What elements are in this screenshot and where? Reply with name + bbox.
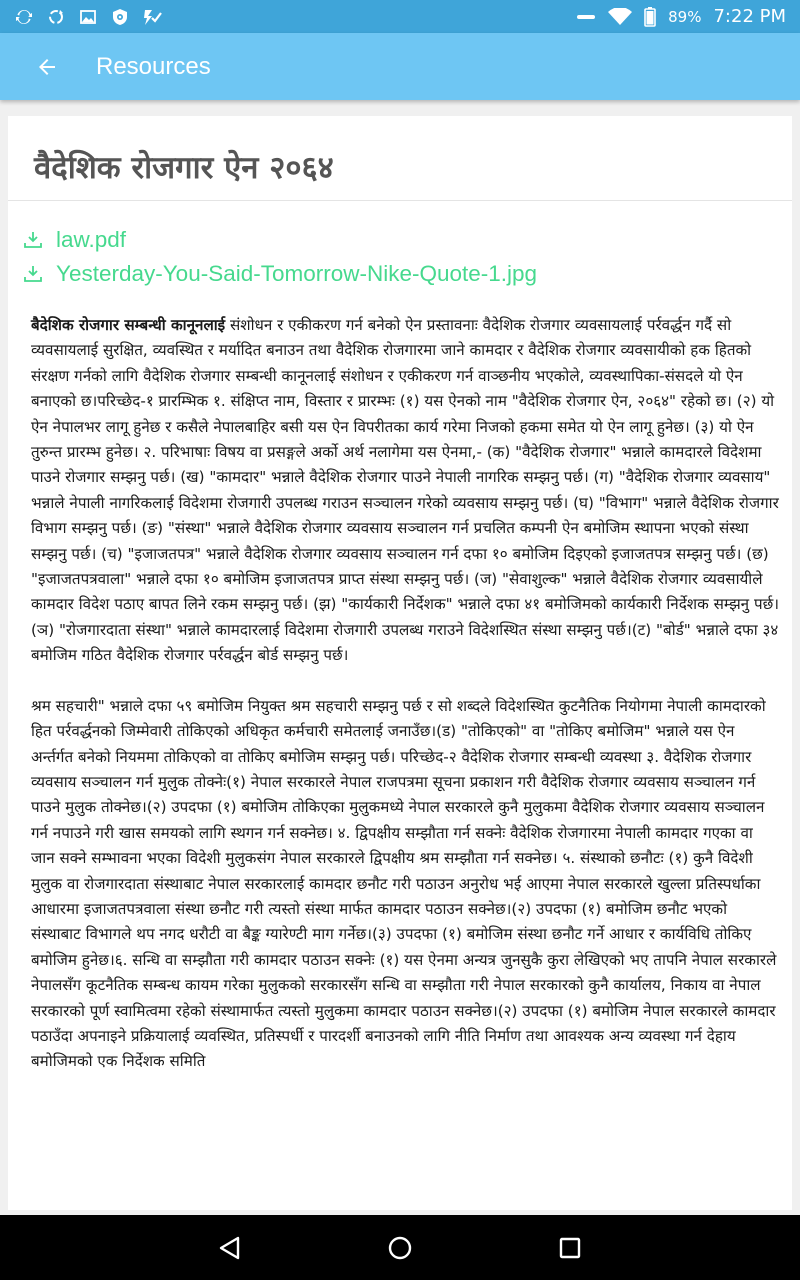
home-circle-icon[interactable] — [387, 1235, 413, 1261]
arrow-left-icon[interactable] — [35, 55, 59, 79]
battery-percent: 89% — [668, 7, 702, 26]
nav-back-button[interactable] — [145, 1215, 315, 1280]
nav-recents-button[interactable] — [485, 1215, 655, 1280]
vpn-icon — [110, 7, 130, 27]
sync-alt-icon — [46, 7, 66, 27]
body-paragraph — [31, 313, 780, 669]
body-paragraph: श्रम सहचारी" भन्नाले दफा ५९ बमोजिम नियुक्त श्रम सहचारी सम्झनु पर्छ र सो शब्दले विदेशस्थित कुटनैतिक नियोगमा नेपाली कामदारको हित पर्रवर्द्धनको जिम्मेवारी तोकिएको अधिकृत कर्मचारी समेतलाई जनाउँछ।(ड) "तोकिएको" वा "तोकिए बमोजिम" भन्नाले यस ऐन अर्न्तर्गत बनेको नियममा तोकिएको वा तोकिए बमोजिम सम्झनु पर्छ। परिच्छेद-२ वैदेशिक रोजगार सम्बन्धी व्यवस्था ३. वैदेशिक रोजगार व्यवसाय सञ्चालन गर्न मुलुक तोक्नेः(१) नेपाल सरकारले नेपाल राजपत्रमा सूचना प्रकाशन गरी वैदेशिक रोजगार व्यवसाय सञ्चालन गर्न पाउने मुलुक तोक्नेछ।(२) उपदफा (१) बमोजिम तोकिएका मुलुकमध्ये नेपाल सरकारले कुनै मुलुकमा वैदेशिक रोजगार व्यवसाय सञ्चालन गर्न नपाउने गरी खास समयको लागि स्थगन गर्न सक्नेछ। ४. द्विपक्षीय सम्झौता गर्न सक्नेः वैदेशिक रोजगारमा नेपाली कामदार गएका वा जान सक्ने सम्भावना भएका विदेशी मुलुकसंग नेपाल सरकारले द्विपक्षीय श्रम सम्झौता गर्न सक्नेछ। ५. संस्थाको छनौटः (१) कुनै विदेशी मुलुक वा रोजगारदाता संस्थाबाट नेपाल सरकारलाई कामदार छनौट गरी पठाउन अनुरोध भई आएमा नेपाल सरकारले खुल्ला प्रतिस्पर्धाका आधारमा इजाजतपत्रवाला संस्था छनौट गरी त्यस्तो संस्था मार्फत कामदार पठाउन सक्नेछ।(२) उपदफा (१) बमोजिम छनौट भएको संस्थाबाट विभागले थप नगद धरौटी वा बैङ्क ग्यारेण्टी माग गर्नेछ।(३) उपदफा (१) बमोजिम संस्था छनौट गर्ने आधार र कार्यविधि तोकिए बमोजिम हुनेछ।६. सन्धि वा सम्झौता गरी कामदार पठाउन सक्नेः (१) यस ऐनमा अन्यत्र जुनसुकै कुरा लेखिएको भए तापनि नेपाल सरकारले नेपालसँग कूटनैतिक सम्बन्ध कायम गरेका मुलुकको सरकारसँग सन्धि वा सम्झौता गरी नेपाल सरकारको कुनै कार्यालय, निकाय वा नेपाल सरकारको पूर्ण स्वामित्वमा रहेको संस्थामार्फत त्यस्तो मुलुकमा कामदार पठाउन सक्नेछ।(२) उपदफा (१) बमोजिम नेपाल सरकारले कामदार पठाउँदा अपनाइने प्रक्रियालाई व्यवस्थित, प्रतिस्पर्धी र पारदर्शी बनाउनको लागि नीति निर्माण तथा आवश्यक अन्य व्यवस्था गर्न देहाय बमोजिमको एक निर्देशक समिति — [31, 696, 777, 1071]
resource-card — [8, 116, 792, 1210]
gallery-icon — [78, 7, 98, 27]
attachment-list — [8, 201, 792, 291]
check-badge-icon — [142, 7, 162, 27]
status-bar — [0, 0, 800, 33]
nav-home-button[interactable] — [315, 1215, 485, 1280]
wifi-icon — [608, 8, 632, 26]
back-triangle-icon[interactable] — [217, 1235, 243, 1261]
back-button[interactable] — [0, 33, 96, 100]
system-indicators — [576, 6, 800, 27]
signal-dash-icon — [576, 12, 596, 22]
attachment-link-jpg[interactable] — [24, 257, 792, 291]
document-body — [8, 291, 792, 1075]
clock: 7:22 PM — [713, 6, 786, 27]
page-title: Resources — [96, 52, 211, 80]
battery-icon — [644, 7, 656, 27]
download-icon[interactable] — [24, 265, 56, 283]
nav-bar — [0, 1215, 800, 1280]
app-bar — [0, 33, 800, 100]
sync-icon — [14, 7, 34, 27]
attachment-name[interactable]: Yesterday-You-Said-Tomorrow-Nike-Quote-1.jpg — [56, 261, 538, 286]
paragraph-text: संशोधन र एकीकरण गर्न बनेको ऐन प्रस्तावनाः वैदेशिक रोजगार व्यवसायलाई पर्रवर्द्धन गर्दै सो व्यवसायलाई सुरक्षित, व्यवस्थित र मर्यादित बनाउन तथा वैदेशिक रोजगारमा जाने कामदार र वैदेशिक रोजगार व्यवसायीको हक हितको संरक्षण गर्नको लागि वैदेशिक रोजगार सम्बन्धी कानूनलाई संशोधन र एकीकरण गर्न वाञ्छनीय भएकोले, व्यवस्थापिका-संसदले यो ऐन बनाएको छ।परिच्छेद-१ प्रारम्भिक १. संक्षिप्त नाम, विस्तार र प्रारम्भः (१) यस ऐनको नाम "वैदेशिक रोजगार ऐन, २०६४" रहेको छ। (२) यो ऐन नेपालभर लागू हुनेछ र कसैले नेपालबाहिर बसी यस ऐन विपरीतका कार्य गरेमा निजको हकमा समेत यो ऐन लागू हुनेछ। (३) यो ऐन तुरुन्त प्रारम्भ हुनेछ। २. परिभाषाः विषय वा प्रसङ्गले अर्को अर्थ नलागेमा यस ऐनमा,- (क) "वैदेशिक रोजगार" भन्नाले कामदारले विदेशमा पाउने रोजगार सम्झनु पर्छ। (ख) "कामदार" भन्नाले वैदेशिक रोजगार पाउने नेपाली नागरिक सम्झनु पर्छ। (ग) "वैदेशिक रोजगार व्यवसाय" भन्नाले नेपाली नागरिकलाई विदेशमा रोजगारी उपलब्ध गराउन सञ्चालन गरेको व्यवसाय सम्झनु पर्छ। (घ) "विभाग" भन्नाले वैदेशिक रोजगार विभाग सम्झनु पर्छ। (ङ) "संस्था" भन्नाले वैदेशिक रोजगार व्यवसाय सञ्चालन गर्न प्रचलित कम्पनी ऐन बमोजिम स्थापना भएको संस्था सम्झनु पर्छ। (च) "इजाजतपत्र" भन्नाले वैदेशिक रोजगार व्यवसाय सञ्चालन गर्न दफा १० बमोजिम दिइएको इजाजतपत्र सम्झनु पर्छ। (छ) "इजाजतपत्रवाला" भन्नाले दफा १० बमोजिम इजाजतपत्र प्राप्त संस्था सम्झनु पर्छ। (ज) "सेवाशुल्क" भन्नाले वैदेशिक रोजगार व्यवसायीले कामदार विदेश पठाए बापत लिने रकम सम्झनु पर्छ। (झ) "कार्यकारी निर्देशक" भन्नाले दफा ४१ बमोजिमको कार्यकारी निर्देशक सम्झनु पर्छ।(ञ) "रोजगारदाता संस्था" भन्नाले कामदारलाई विदेशमा रोजगारी उपलब्ध गराउने विदेशस्थित संस्था सम्झनु पर्छ।(ट) "बोर्ड" भन्नाले दफा ३४ बमोजिम गठित वैदेशिक रोजगार पर्रवर्द्धन बोर्ड सम्झनु पर्छ। — [31, 316, 779, 665]
notification-icons — [0, 7, 162, 27]
attachment-link-pdf[interactable] — [24, 223, 792, 257]
document-title: वैदेशिक रोजगार ऐन २०६४ — [34, 150, 334, 186]
paragraph-lead: बैदेशिक रोजगार सम्बन्धी कानूनलाई — [31, 316, 226, 334]
recents-square-icon[interactable] — [558, 1236, 582, 1260]
attachment-name[interactable]: law.pdf — [56, 227, 127, 252]
download-icon[interactable] — [24, 231, 56, 249]
